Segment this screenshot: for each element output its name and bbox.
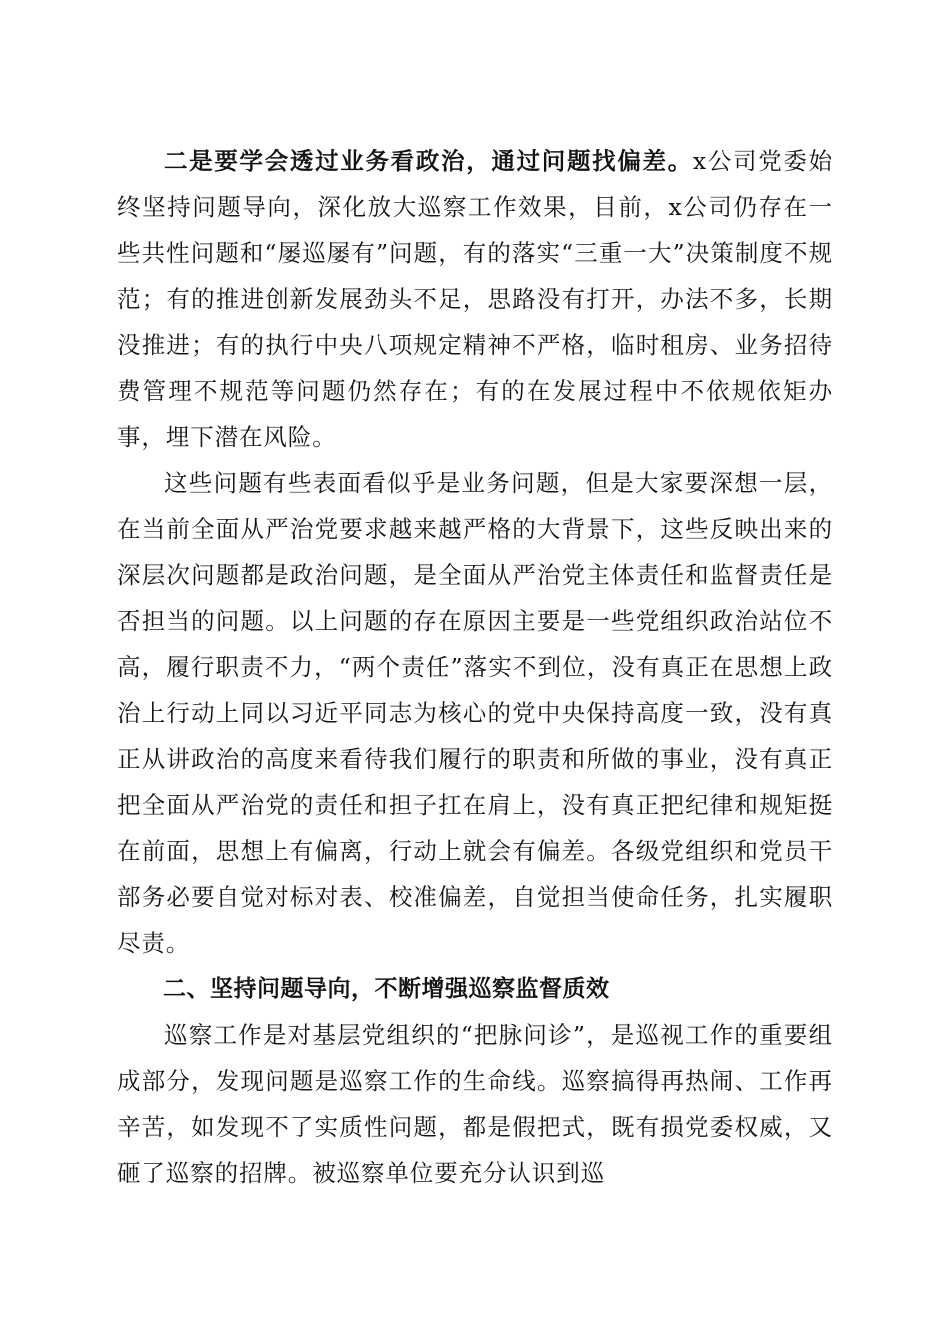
paragraph-lead-sentence: 二是要学会透过业务看政治，通过问题找偏差。	[164, 147, 693, 175]
section-heading: 二、坚持问题导向，不断增强巡察监督质效	[163, 976, 610, 1002]
paragraph-body-text: x公司党委始终坚持问题导向，深化放大巡察工作效果，目前，x公司仍存在一些共性问题和“屡巡屡有”问题，有的落实“三重一大”决策制度不规范；有的推进创新发展劲头不足，思路没有打开，办法不多，长期没推进；有的执行中央八项规定精神不严格，临时租房、业务招待费管理不规范等问题仍然存在；有的在发展过程中不依规依矩办事，埋下潜在风险。	[117, 147, 834, 451]
paragraph-inspection-work: 巡察工作是对基层党组织的“把脉问诊”，是巡视工作的重要组成部分，发现问题是巡察工作的生命线。巡察搞得再热闹、工作再辛苦，如发现不了实质性问题，都是假把式，既有损党委权威，又砸了巡察的招牌。被巡察单位要充分认识到巡	[117, 1021, 833, 1187]
paragraph-problem-diagnosis	[117, 138, 833, 460]
paragraph-political-analysis: 这些问题有些表面看似乎是业务问题，但是大家要深想一层，在当前全面从严治党要求越来越严格的大背景下，这些反映出来的深层次问题都是政治问题，是全面从严治党主体责任和监督责任是否担当的问题。以上问题的存在原因主要是一些党组织政治站位不高，履行职责不力，“两个责任”落实不到位，没有真正在思想上政治上行动上同以习近平同志为核心的党中央保持高度一致，没有真正从讲政治的高度来看待我们履行的职责和所做的事业，没有真正把全面从严治党的责任和担子扛在肩上，没有真正把纪律和规矩挺在前面，思想上有偏离，行动上就会有偏差。各级党组织和党员干部务必要自觉对标对表、校准偏差，自觉担当使命任务，扎实履职尽责。	[117, 469, 833, 957]
document-body	[117, 138, 833, 1196]
